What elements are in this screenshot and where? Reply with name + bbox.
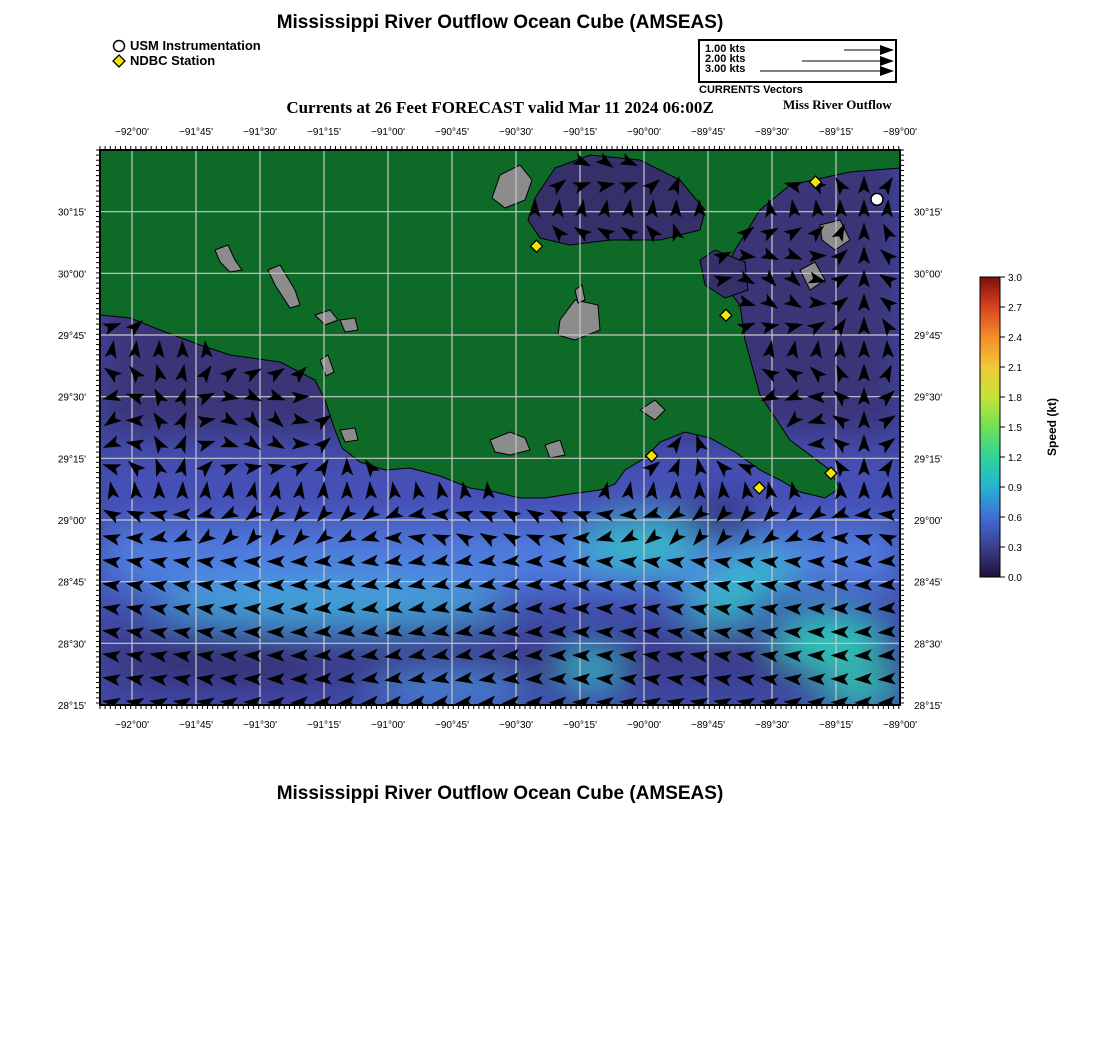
y-tick-label: 29°15' <box>914 454 943 466</box>
map-title: Mississippi River Outflow Ocean Cube (AMSEAS) <box>276 12 724 33</box>
x-tick-label: −89°45' <box>691 127 725 138</box>
x-tick-label: −91°45' <box>179 127 213 138</box>
colorbar-tick-label: 2.1 <box>1008 363 1022 374</box>
y-tick-label: 28°15' <box>914 701 943 712</box>
y-tick-label: 29°15' <box>57 454 86 466</box>
y-tick-label: 30°15' <box>57 207 86 219</box>
x-tick-label: −90°15' <box>563 127 597 138</box>
x-tick-label: −90°45' <box>435 720 469 731</box>
x-tick-label: −90°30' <box>499 720 533 731</box>
y-tick-label: 30°15' <box>914 207 943 219</box>
x-tick-label: −89°00' <box>883 720 917 731</box>
colorbar-tick-label: 0.0 <box>1008 573 1022 584</box>
x-tick-label: −91°15' <box>307 720 341 731</box>
x-tick-label: −90°00' <box>627 127 661 138</box>
colorbar-label: Speed (kt) <box>1045 397 1059 457</box>
vector-legend-entry: 1.00 kts <box>705 43 746 55</box>
colorbar-tick-label: 2.4 <box>1008 333 1022 344</box>
colorbar-tick-label: 1.2 <box>1008 453 1022 464</box>
vector-legend-entry: 2.00 kts <box>705 53 746 65</box>
x-tick-label: −89°15' <box>819 127 853 138</box>
x-tick-label: −91°45' <box>179 720 213 731</box>
x-tick-label: −89°30' <box>755 720 789 731</box>
x-tick-label: −91°30' <box>243 720 277 731</box>
y-tick-label: 30°00' <box>57 269 86 281</box>
y-tick-label: 29°30' <box>914 392 943 404</box>
x-tick-label: −91°30' <box>243 127 277 138</box>
x-tick-label: −89°45' <box>691 720 725 731</box>
colorbar-tick-label: 0.3 <box>1008 543 1022 554</box>
y-tick-label: 29°30' <box>57 392 86 404</box>
y-tick-label: 28°30' <box>57 639 86 651</box>
x-tick-label: −91°00' <box>371 127 405 138</box>
x-tick-label: −89°15' <box>819 720 853 731</box>
y-tick-label: 28°30' <box>914 639 943 651</box>
y-tick-label: 29°00' <box>57 516 86 527</box>
legend-usm-label: USM Instrumentation <box>130 38 261 53</box>
y-tick-label: 29°45' <box>914 331 943 342</box>
x-tick-label: −90°30' <box>499 127 533 138</box>
map-title-bottom: Mississippi River Outflow Ocean Cube (AMSEAS) <box>276 783 724 804</box>
map-subtitle: Currents at 26 Feet FORECAST valid Mar 11 2024 06:00Z <box>286 98 714 117</box>
legend-ndbc-label: NDBC Station <box>130 53 216 68</box>
y-tick-label: 30°00' <box>914 269 943 281</box>
colorbar-tick-label: 0.6 <box>1008 513 1022 524</box>
y-tick-label: 29°00' <box>914 516 943 527</box>
colorbar <box>960 265 1080 595</box>
x-tick-label: −92°00' <box>115 720 149 731</box>
x-tick-label: −91°00' <box>371 720 405 731</box>
y-tick-label: 28°15' <box>57 701 86 712</box>
colorbar-scale <box>980 277 1000 577</box>
x-tick-label: −90°45' <box>435 127 469 138</box>
x-tick-label: −90°15' <box>563 720 597 731</box>
vector-legend-entry: 3.00 kts <box>705 63 746 75</box>
colorbar-tick-label: 3.0 <box>1008 273 1022 284</box>
x-tick-label: −91°15' <box>307 127 341 138</box>
colorbar-tick-label: 0.9 <box>1008 483 1022 494</box>
x-tick-label: −89°30' <box>755 127 789 138</box>
colorbar-tick-label: 1.8 <box>1008 393 1022 404</box>
x-tick-label: −90°00' <box>627 720 661 731</box>
vector-legend-caption: CURRENTS Vectors <box>699 84 803 96</box>
y-tick-label: 29°45' <box>57 331 86 342</box>
colorbar-tick-label: 1.5 <box>1008 423 1022 434</box>
colorbar-tick-label: 2.7 <box>1008 303 1022 314</box>
x-tick-label: −92°00' <box>115 127 149 138</box>
usm-instrument-marker <box>871 193 883 205</box>
y-tick-label: 28°45' <box>914 577 943 589</box>
region-label: Miss River Outflow <box>783 97 892 112</box>
x-tick-label: −89°00' <box>883 127 917 138</box>
y-tick-label: 28°45' <box>57 577 86 589</box>
